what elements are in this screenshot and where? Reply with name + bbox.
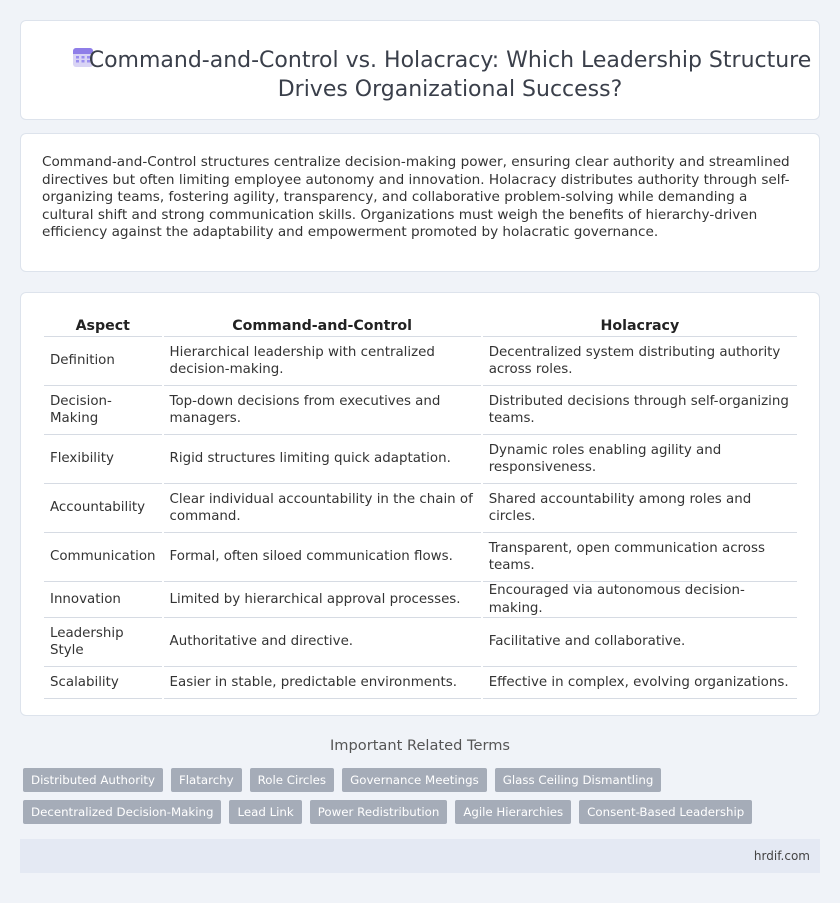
command-cell: Top-down decisions from executives and managers. [164,386,481,435]
holacracy-cell: Distributed decisions through self-organizing teams. [483,386,797,435]
holacracy-cell: Facilitative and collaborative. [483,618,797,667]
aspect-cell: Leadership Style [44,618,162,667]
related-term-tag[interactable]: Lead Link [229,800,301,824]
related-term-tag[interactable]: Flatarchy [171,768,242,792]
holacracy-cell: Decentralized system distributing authority across roles. [483,337,797,386]
footer-site-link[interactable]: hrdif.com [753,849,810,863]
related-terms-list [23,768,803,824]
related-terms-title: Important Related Terms [329,737,511,754]
holacracy-cell: Shared accountability among roles and circles. [483,484,797,533]
holacracy-cell: Dynamic roles enabling agility and responsiveness. [483,435,797,484]
related-term-tag[interactable]: Governance Meetings [342,768,487,792]
intro-text: Command-and-Control structures centralize decision-making power, ensuring clear authority and streamlined directives but often limiting employee autonomy and innovation. Holacracy distributes authority through self-organizing teams, fostering agility, transparency, and collaborative problem-solving while demanding a cultural shift and strong communication skills. Organizations must weigh the benefits of hierarchy-driven efficiency against the adaptability and empowerment promoted by holacratic governance. [42,154,790,240]
comparison-table [42,313,799,699]
aspect-cell: Definition [44,337,162,386]
command-cell: Limited by hierarchical approval processes. [164,582,481,618]
table-row [44,435,797,484]
table-row [44,484,797,533]
table-row [44,533,797,582]
command-cell: Hierarchical leadership with centralized decision-making. [164,337,481,386]
aspect-cell: Accountability [44,484,162,533]
table-row [44,667,797,699]
header-aspect: Aspect [44,313,162,337]
aspect-cell: Decision-Making [44,386,162,435]
comparison-card [20,292,820,716]
aspect-cell: Scalability [44,667,162,699]
holacracy-cell: Transparent, open communication across teams. [483,533,797,582]
intro-card [20,133,820,272]
related-term-tag[interactable]: Consent-Based Leadership [579,800,752,824]
command-cell: Rigid structures limiting quick adaptation. [164,435,481,484]
related-term-tag[interactable]: Agile Hierarchies [455,800,571,824]
related-term-tag[interactable]: Glass Ceiling Dismantling [495,768,662,792]
related-term-tag[interactable]: Power Redistribution [310,800,448,824]
aspect-cell: Innovation [44,582,162,618]
header-command-and-control: Command-and-Control [164,313,481,337]
related-term-tag[interactable]: Distributed Authority [23,768,163,792]
command-cell: Authoritative and directive. [164,618,481,667]
table-row [44,386,797,435]
table-row [44,618,797,667]
page-title: Command-and-Control vs. Holacracy: Which Leadership Structure Drives Organizational Success? [88,48,812,102]
header-card [20,20,820,120]
aspect-cell: Flexibility [44,435,162,484]
table-row [44,582,797,618]
holacracy-cell: Effective in complex, evolving organizations. [483,667,797,699]
header-holacracy: Holacracy [483,313,797,337]
footer [20,839,820,873]
holacracy-cell: Encouraged via autonomous decision-making. [483,582,797,618]
table-header-row [44,313,797,337]
command-cell: Formal, often siloed communication flows. [164,533,481,582]
command-cell: Easier in stable, predictable environments. [164,667,481,699]
related-term-tag[interactable]: Role Circles [250,768,334,792]
related-term-tag[interactable]: Decentralized Decision-Making [23,800,221,824]
command-cell: Clear individual accountability in the chain of command. [164,484,481,533]
table-row [44,337,797,386]
aspect-cell: Communication [44,533,162,582]
